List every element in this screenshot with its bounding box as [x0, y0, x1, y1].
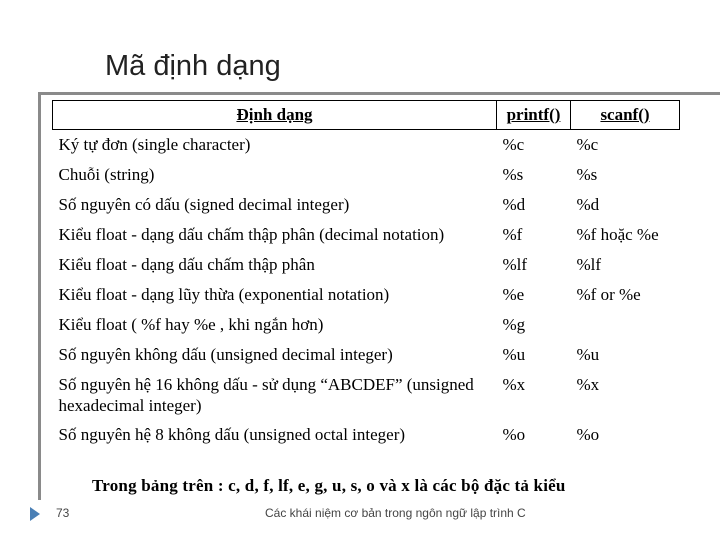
left-rule [38, 92, 41, 500]
cell-description: Chuỗi (string) [58, 165, 155, 184]
cell-description: Kiểu float - dạng dấu chấm thập phân [58, 255, 315, 274]
cell-description: Số nguyên hệ 8 không dấu (unsigned octal integer) [58, 425, 406, 444]
cell-scanf: %f or %e [576, 285, 641, 304]
cell-printf: %g [502, 315, 526, 334]
cell-description: Kiểu float - dạng lũy thừa (exponential notation) [58, 285, 390, 304]
table-row [53, 340, 680, 370]
table-row [53, 370, 680, 420]
cell-printf: %e [502, 285, 525, 304]
table-row [53, 220, 680, 250]
cell-description: Kiểu float - dạng dấu chấm thập phân (decimal notation) [58, 225, 445, 244]
cell-description: Số nguyên có dấu (signed decimal integer) [58, 195, 350, 214]
cell-scanf: %c [576, 135, 599, 154]
format-specifier-table [52, 100, 680, 450]
cell-description: Số nguyên hệ 16 không dấu - sử dụng “ABCDEF” (unsigned hexadecimal integer) [58, 375, 474, 415]
cell-scanf: %x [576, 375, 600, 394]
footer-text: Các khái niệm cơ bản trong ngôn ngữ lập trình C [265, 506, 526, 520]
cell-scanf: %o [576, 425, 600, 444]
table-row [53, 160, 680, 190]
table-row [53, 280, 680, 310]
table-row [53, 420, 680, 450]
cell-printf: %x [502, 375, 526, 394]
header-format: Định dạng [53, 101, 497, 130]
header-scanf: scanf() [571, 101, 680, 130]
cell-scanf: %d [576, 195, 600, 214]
table-row [53, 130, 680, 161]
specifier-note: Trong bảng trên : c, d, f, lf, e, g, u, s, o và x là các bộ đặc tả kiểu [92, 476, 566, 495]
header-printf: printf() [497, 101, 571, 130]
cell-description: Kiểu float ( %f hay %e , khi ngắn hơn) [58, 315, 324, 334]
triangle-bullet-icon [30, 507, 40, 521]
page-number: 73 [56, 506, 70, 520]
table-row [53, 190, 680, 220]
cell-printf: %o [502, 425, 526, 444]
cell-printf: %s [502, 165, 524, 184]
cell-printf: %u [502, 345, 526, 364]
cell-scanf: %u [576, 345, 600, 364]
cell-scanf: %f hoặc %e [576, 225, 659, 244]
cell-printf: %d [502, 195, 526, 214]
slide-title: Mã định dạng [105, 50, 281, 82]
cell-scanf: %s [576, 165, 598, 184]
cell-description: Ký tự đơn (single character) [58, 135, 251, 154]
cell-printf: %c [502, 135, 525, 154]
table-row [53, 250, 680, 280]
cell-printf: %lf [502, 255, 528, 274]
cell-scanf [571, 310, 680, 340]
cell-printf: %f [502, 225, 523, 244]
table-row [53, 310, 680, 340]
cell-scanf: %lf [576, 255, 602, 274]
table-header-row [53, 101, 680, 130]
top-rule [38, 92, 720, 95]
cell-description: Số nguyên không dấu (unsigned decimal integer) [58, 345, 393, 364]
